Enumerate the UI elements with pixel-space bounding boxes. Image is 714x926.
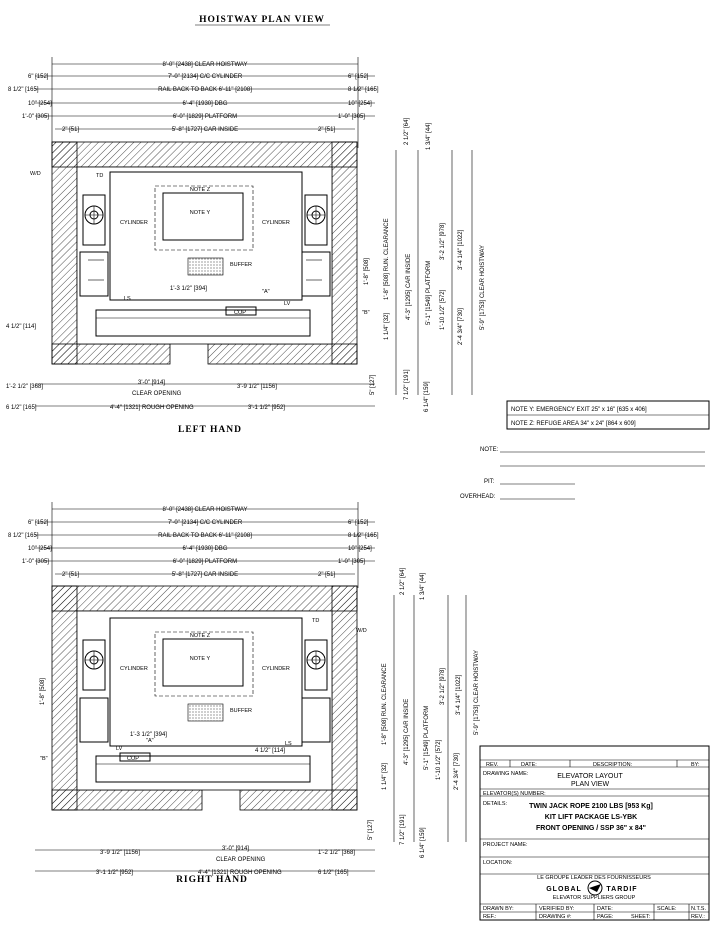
dim-1-quarter: 1 1/4" [32] <box>384 312 390 340</box>
dim-4half-2: 4 1/2" [114] <box>255 748 286 754</box>
note-y-label: NOTE Y <box>189 210 211 216</box>
b-label: "B" <box>362 310 370 316</box>
dim2-right-10: 10" [254] <box>348 546 372 552</box>
cylinder-left-label: CYLINDER <box>120 220 148 226</box>
dim-5: 5" [127] <box>370 374 376 395</box>
tb-drawn-by: DRAWN BY: <box>483 906 514 912</box>
dim2-dbg: 6'-4" [1930] DBG <box>182 546 228 552</box>
tb-details-3: FRONT OPENING / SSP 36" x 84" <box>536 825 646 832</box>
tb-details-1: TWIN JACK ROPE 2100 LBS [953 Kg] <box>529 803 653 810</box>
company-logo-icon <box>588 881 602 895</box>
dim2-platform: 6'-0" [1829] PLATFORM <box>172 559 238 565</box>
dim-left-1ft: 1'-0" [305] <box>22 114 49 120</box>
dim2-left-2: 2" [51] <box>62 572 80 578</box>
dim-1-6: 1'-8" [508] <box>364 258 370 285</box>
dim-1-3half-2: 1'-3 1/2" [394] <box>130 732 167 738</box>
dim2-left-1ft: 1'-0" [305] <box>22 559 49 565</box>
dim2-cc-cylinder: 7'-0" [2134] C/C CYLINDER <box>167 520 243 526</box>
tb-project-name: PROJECT NAME: <box>483 842 528 848</box>
note-z-text: NOTE Z: REFUGE AREA 34" x 24" [864 x 609] <box>511 421 636 427</box>
tb-date: DATE: <box>521 762 537 768</box>
left-hand-title: LEFT HAND <box>178 425 242 435</box>
dim-b-3-0: 3'-0" [914] <box>138 380 165 386</box>
tb-company-right: TARDIF <box>606 886 638 893</box>
dim-right-10: 10" [254] <box>348 101 372 107</box>
title-block <box>480 746 709 920</box>
wd-label: W/D <box>30 171 41 177</box>
lv-label: LV <box>284 301 291 307</box>
dim-1-10half-2: 1'-10 1/2" [572] <box>436 739 442 780</box>
note-y-label-2: NOTE Y <box>189 656 211 662</box>
run-clearance-label: 1'-8" [508] RUN. CLEARANCE <box>384 218 390 300</box>
tb-drawing-name-2: PLAN VIEW <box>570 781 610 788</box>
dim-6-quarter-2: 6 1/4" [159] <box>420 827 426 858</box>
dim-1-10half: 1'-10 1/2" [572] <box>440 289 446 330</box>
lv-label-2: LV <box>116 746 123 752</box>
dim2-clear-hoistway: 8'-0" [2438] CLEAR HOISTWAY <box>162 507 248 513</box>
buffer-label: BUFFER <box>230 262 252 268</box>
dim2-b-3-9half: 3'-9 1/2" [1156] <box>100 850 140 856</box>
a-label-2: "A" <box>146 738 154 744</box>
dim2-right-2: 2" [51] <box>318 572 336 578</box>
plan-right-hand <box>40 568 480 858</box>
site-notes <box>460 447 705 500</box>
note-z-label-2: NOTE Z <box>189 633 211 639</box>
dim2-b-1-2half: 1'-2 1/2" [368] <box>318 850 355 856</box>
plan-top-dimensions <box>8 57 379 148</box>
dim-1-6-2: 1'-8" [508] <box>40 678 46 705</box>
dim-car-inside: 5'-8" [1727] CAR INSIDE <box>171 127 239 133</box>
plan2-top-dimensions <box>8 502 379 588</box>
dim-left-6: 6" [152] <box>28 74 49 80</box>
dim-6-quarter: 6 1/4" [159] <box>424 381 430 412</box>
tb-elevator-number: ELEVATOR(S) NUMBER: <box>483 791 546 797</box>
dim2-rail-btb: RAIL BACK TO BACK 6'-11" [2108] <box>158 533 252 539</box>
dim-b-6half: 6 1/2" [165] <box>6 405 37 411</box>
dim-2-4three-2: 2'-4 3/4" [730] <box>454 753 460 790</box>
car-inside-vert: 4'-3" [1295] CAR INSIDE <box>406 253 412 320</box>
wd-label-2: W/D <box>356 628 367 634</box>
platform-vert-2: 5'-1" [1549] PLATFORM <box>424 705 430 770</box>
tb-drawing-no: DRAWING #: <box>539 914 572 920</box>
tb-rev2: REV.: <box>691 914 705 920</box>
note-z-label: NOTE Z <box>189 187 211 193</box>
dim2-b-clear-opening: CLEAR OPENING <box>216 857 266 863</box>
cylinder-right-label-2: CYLINDER <box>262 666 290 672</box>
dim-3-2half-2: 3'-2 1/2" [978] <box>440 668 446 705</box>
clear-hoistway-vert: 5'-9" [1753] CLEAR HOISTWAY <box>480 245 486 330</box>
dim2-b-3-1half: 3'-1 1/2" [952] <box>96 870 133 876</box>
dim-b-1-2half: 1'-2 1/2" [368] <box>6 384 43 390</box>
dim-left-10: 10" [254] <box>28 101 52 107</box>
clear-hoistway-vert-2: 5'-9" [1753] CLEAR HOISTWAY <box>474 650 480 735</box>
dim-2half-v: 2 1/2" [64] <box>404 117 410 145</box>
tb-verified-by: VERIFIED BY: <box>539 906 575 912</box>
dim2-left-10: 10" [254] <box>28 546 52 552</box>
dim-right-1ft: 1'-0" [305] <box>338 114 365 120</box>
dim2-b-6half: 6 1/2" [165] <box>318 870 349 876</box>
platform-vert: 5'-1" [1549] PLATFORM <box>426 260 432 325</box>
tb-details-2: KIT LIFT PACKAGE LS-YBK <box>544 814 638 821</box>
dim-right-6: 6" [152] <box>348 74 369 80</box>
overhead-field-label: OVERHEAD: <box>460 494 496 500</box>
dim-dbg: 6'-4" [1930] DBG <box>182 101 228 107</box>
b-label-2: "B" <box>40 756 48 762</box>
dim-1-3quarter-v-2: 1 3/4" [44] <box>420 572 426 600</box>
dim-5-2: 5" [127] <box>368 819 374 840</box>
ls-label-2: LS <box>285 741 292 747</box>
dim-clear-hoistway: 8'-0" [2438] CLEAR HOISTWAY <box>162 62 248 68</box>
tb-company-left: GLOBAL <box>546 886 582 893</box>
dim-3-4quarter: 3'-4 1/4" [1022] <box>458 229 464 270</box>
dim-b-rough-opening: 4'-4" [1321] ROUGH OPENING <box>110 405 194 411</box>
dim-3-4quarter-2: 3'-4 1/4" [1022] <box>456 674 462 715</box>
tb-page: PAGE: <box>597 914 614 920</box>
dim-b-3-1half: 3'-1 1/2" [952] <box>248 405 285 411</box>
dim-b-3-9half: 3'-9 1/2" [1156] <box>237 384 277 390</box>
tb-drawing-name-1: ELEVATOR LAYOUT <box>557 773 623 780</box>
dim-7-half: 7 1/2" [191] <box>404 369 410 400</box>
cop-label-2: COP <box>127 756 139 762</box>
buffer-label-2: BUFFER <box>230 708 252 714</box>
dim2-right-1ft: 1'-0" [305] <box>338 559 365 565</box>
dim2-right-6: 6" [152] <box>348 520 369 526</box>
dim-cc-cylinder: 7'-0" [2134] C/C CYLINDER <box>167 74 243 80</box>
plan-left-hand <box>6 118 486 412</box>
dim-7-half-2: 7 1/2" [191] <box>400 814 406 845</box>
td-label-2: TD <box>312 618 320 624</box>
dim2-car-inside: 5'-8" [1727] CAR INSIDE <box>171 572 239 578</box>
run-clearance-label-2: 1'-8" [508] RUN. CLEARANCE <box>382 663 388 745</box>
notes-table <box>507 401 709 429</box>
tb-company-tagline: LE GROUPE LEADER DES FOURNISSEURS <box>537 875 651 881</box>
dim-1-3quarter-v: 1 3/4" [44] <box>426 122 432 150</box>
tb-company-sub: ELEVATOR SUPPLIERS GROUP <box>552 895 636 901</box>
tb-description: DESCRIPTION: <box>593 762 633 768</box>
plan2-bottom-dimensions <box>35 846 375 876</box>
pit-field-label: PIT: <box>484 479 495 485</box>
cop-label: COP <box>234 310 246 316</box>
tb-date2: DATE: <box>597 906 613 912</box>
sheet-title: HOISTWAY PLAN VIEW <box>199 15 325 25</box>
right-hand-title: RIGHT HAND <box>176 875 248 885</box>
dim2-b-rough-opening: 4'-4" [1321] ROUGH OPENING <box>198 870 282 876</box>
dim-b-clear-opening: CLEAR OPENING <box>132 391 182 397</box>
dim-right-8half: 8 1/2" [165] <box>348 87 379 93</box>
td-label: TD <box>96 173 104 179</box>
car-inside-vert-2: 4'-3" [1295] CAR INSIDE <box>404 698 410 765</box>
dim-rail-btb: RAIL BACK TO BACK 6'-11" [2108] <box>158 87 252 93</box>
tb-details-label: DETAILS: <box>483 801 508 807</box>
dim-2half-v-2: 2 1/2" [64] <box>400 567 406 595</box>
cylinder-left-label-2: CYLINDER <box>120 666 148 672</box>
dim-right-2: 2" [51] <box>318 127 336 133</box>
tb-location: LOCATION: <box>483 860 513 866</box>
dim-2-4three: 2'-4 3/4" [730] <box>458 308 464 345</box>
cylinder-right-label: CYLINDER <box>262 220 290 226</box>
plan-bottom-dimensions <box>6 380 375 411</box>
tb-by: BY: <box>691 762 700 768</box>
dim2-right-8half: 8 1/2" [165] <box>348 533 379 539</box>
note-field-label: NOTE: <box>480 447 499 453</box>
tb-scale-value: N.T.S. <box>691 906 706 912</box>
dim-3-2half: 3'-2 1/2" [978] <box>440 223 446 260</box>
a-label: "A" <box>262 289 270 295</box>
dim-left-2: 2" [51] <box>62 127 80 133</box>
dim2-left-8half: 8 1/2" [165] <box>8 533 39 539</box>
dim2-left-6: 6" [152] <box>28 520 49 526</box>
dim-1-3half: 1'-3 1/2" [394] <box>170 286 207 292</box>
tb-scale: SCALE: <box>657 906 677 912</box>
dim-left-8half: 8 1/2" [165] <box>8 87 39 93</box>
dim-platform: 6'-0" [1829] PLATFORM <box>172 114 238 120</box>
dim-1-quarter-2: 1 1/4" [32] <box>382 762 388 790</box>
tb-sheet: SHEET: <box>631 914 651 920</box>
note-y-text: NOTE Y: EMERGENCY EXIT 25" x 16" [635 x 406] <box>511 407 647 413</box>
dim2-b-3-0: 3'-0" [914] <box>222 846 249 852</box>
ls-label: LS <box>124 296 131 302</box>
tb-ref: REF.: <box>483 914 497 920</box>
dim-4half: 4 1/2" [114] <box>6 324 37 330</box>
tb-rev: REV. <box>486 762 499 768</box>
tb-drawing-name-label: DRAWING NAME: <box>483 771 529 777</box>
